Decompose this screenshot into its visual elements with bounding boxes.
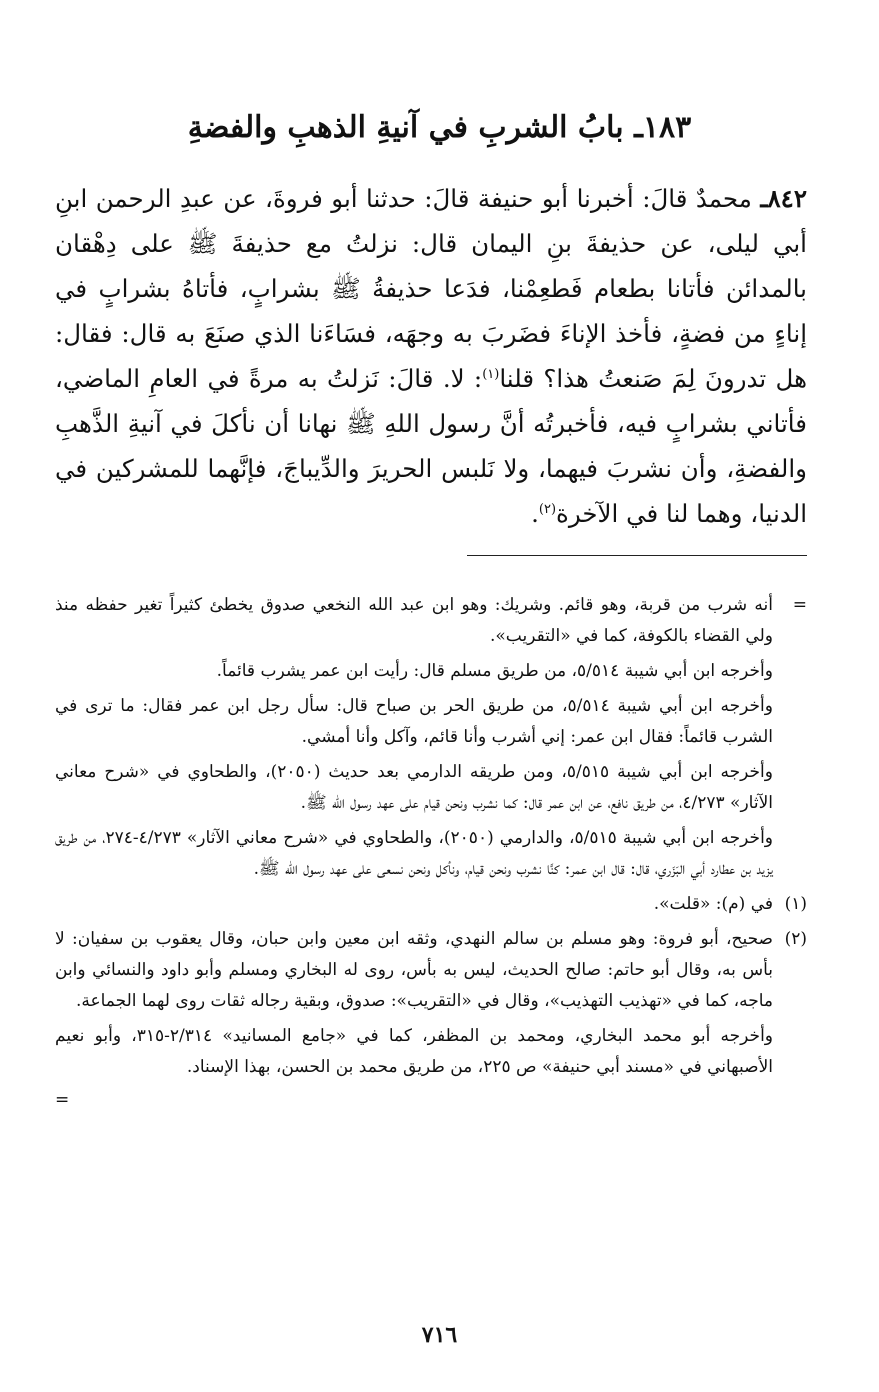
hadith-text-part-1: محمدٌ قالَ: أخبرنا أبو حنيفة قالَ: حدثنا أبو فروةَ، عن عبدِ الرحمن ابنِ أبي ليلى، عن حذيفةَ بنِ اليمان قال: نزلتُ مع حذيفةَ ﷺ على دِهْقان بالمدائن فأتانا بطعام فَطعِمْنا، فدَعا حذيفةُ ﷺ بشرابٍ، فأتاهُ بشرابٍ في إناءٍ من فضةٍ، فأخذ الإناءَ فضَربَ به وجهَه، فسَاءَنا الذي صنَعَ به قال: فقال: هل تدرونَ لِمَ صَنعتُ هذا؟ قلنا bbox=[55, 184, 807, 393]
footnote-2-paragraph: وأخرجه أبو محمد البخاري، ومحمد بن المظفر، كما في «جامع المسانيد» ٢/٣١٤-٣١٥، وأبو نعيم الأصبهاني في «مسند أبي حنيفة» ص ٢٢٥، من طريق محمد بن الحسن، بهذا الإسناد. bbox=[55, 1026, 773, 1077]
footnote-2 bbox=[55, 924, 807, 1113]
footnote-separator bbox=[467, 555, 807, 556]
page-number: ٧١٦ bbox=[421, 1322, 458, 1348]
footnote-paragraph: وأخرجه ابن أبي شيبة ٥/٥١٥، ومن طريقه الدارمي بعد حديث (٢٠٥٠)، والطحاوي في «شرح معاني الآثار» ٤/٢٧٣، من طريق نافع، عن ابن عمر قال: كما نشرب ونحن قيام على عهد رسول الله ﷺ. bbox=[55, 762, 773, 813]
hadith-text-part-2: : لا. قالَ: نَزلتُ به مرةً في العامِ الماضي، فأتاني بشرابٍ فيه، فأخبرتُه أنَّ رسول اللهِ ﷺ نهانا أن نأكلَ في آنيةِ الذَّهبِ والفضةِ، وأن نشربَ فيهما، ولا نَلبس الحريرَ والدِّيباجَ، فإنَّهما للمشركين في الدنيا، وهما لنا في الآخرة bbox=[55, 364, 807, 528]
footnote-continuation bbox=[55, 590, 807, 885]
footnote-1 bbox=[55, 889, 807, 920]
footnote-paragraph: وأخرجه ابن أبي شيبة ٥/٥١٤، من طريق الحر بن صباح قال: سأل رجل ابن عمر فقال: ما ترى في الشرب قائماً: فقال ابن عمر: إني أشرب وأنا قائم، وآكل وأنا أمشي. bbox=[55, 696, 773, 747]
footnote-paragraph: وأخرجه ابن أبي شيبة ٥/٥١٤، من طريق مسلم قال: رأيت ابن عمر يشرب قائماً. bbox=[216, 661, 773, 681]
footnote-2-paragraph: صحيح، أبو فروة: وهو مسلم بن سالم النهدي، وثقه ابن معين وابن حبان، وقال يعقوب بن سفيان: لا بأس به، وقال أبو حاتم: صالح الحديث، ليس به بأس، روى له البخاري ومسلم وأبو داود والنسائي وابن ماجه، كما في «تهذيب التهذيب»، وقال في «التقريب»: صدوق، وبقية رجاله ثقات روى لهما الجماعة. bbox=[55, 929, 773, 1011]
footnote-2-marker: (٢) bbox=[784, 929, 807, 949]
footnote-ref-1[interactable]: (١) bbox=[482, 366, 500, 382]
hadith-text bbox=[55, 176, 807, 536]
continues-marker: = bbox=[55, 1090, 70, 1110]
footnote-paragraph: أنه شرب من قربة، وهو قائم. وشريك: وهو ابن عبد الله النخعي صدوق يخطئ كثيراً تغير حفظه منذ ولي القضاء بالكوفة، كما في «التقريب». bbox=[55, 595, 773, 646]
footnotes-section bbox=[55, 590, 807, 1117]
chapter-title: ١٨٣ـ بابُ الشربِ في آنيةِ الذهبِ والفضةِ bbox=[187, 110, 692, 145]
hadith-number: ٨٤٢ـ bbox=[760, 184, 807, 213]
continuation-marker: = bbox=[792, 595, 807, 615]
footnote-1-marker: (١) bbox=[784, 894, 807, 914]
footnote-paragraph: وأخرجه ابن أبي شيبة ٥/٥١٥، والدارمي (٢٠٥٠)، والطحاوي في «شرح معاني الآثار» ٤/٢٧٣-٢٧٤، من طريق يزيد بن عطارد أبي البَزَري، قال: قال ابن عمر: كنَّا نشرب ونحن قيام، ونأكل ونحن نسعى على عهد رسول الله ﷺ. bbox=[55, 828, 773, 879]
footnote-1-text: في (م): «قلت». bbox=[653, 894, 773, 914]
footnote-ref-2[interactable]: (٢) bbox=[538, 501, 557, 517]
hadith-end: . bbox=[531, 499, 539, 528]
